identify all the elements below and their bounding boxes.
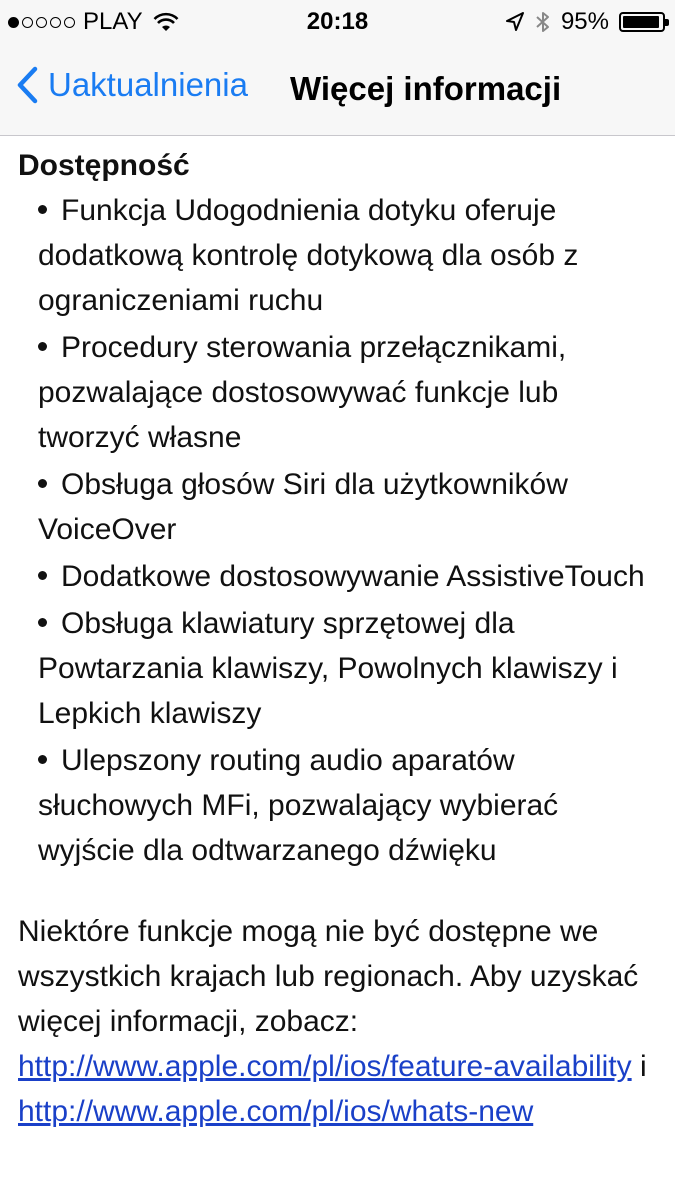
link-connector: i (639, 1050, 647, 1083)
list-item-text: Obsługa klawiatury sprzętowej dla Powtarzania klawiszy, Powolnych klawiszy i Lepkich klawiszy (38, 607, 618, 730)
feature-availability-link[interactable]: http://www.apple.com/pl/ios/feature-availability (18, 1050, 632, 1083)
location-arrow-icon (505, 11, 525, 33)
feature-list (18, 188, 675, 873)
carrier-name: PLAY (83, 8, 143, 35)
chevron-left-icon (16, 66, 38, 104)
back-button-label: Uaktualnienia (48, 66, 248, 103)
status-right (505, 8, 665, 36)
whats-new-link[interactable]: http://www.apple.com/pl/ios/whats-new (18, 1095, 534, 1128)
list-item (18, 554, 658, 599)
bullet-icon (38, 571, 47, 580)
battery-fill (623, 16, 659, 28)
battery-percentage: 95% (560, 8, 609, 35)
list-item-text: Funkcja Udogodnienia dotyku oferuje dodatkową kontrolę dotykową dla osób z ograniczeniami ruchu (38, 194, 579, 317)
list-item (18, 462, 658, 552)
list-item-text: Ulepszony routing audio aparatów słuchowych MFi, pozwalający wybierać wyjście dla odtwarzanego dźwięku (38, 744, 559, 867)
list-item (18, 188, 658, 323)
list-item (18, 601, 658, 736)
status-bar (0, 0, 675, 44)
page-title: Więcej informacji (290, 70, 562, 107)
navigation-bar (0, 44, 675, 136)
availability-note-text: Niektóre funkcje mogą nie być dostępne we wszystkich krajach lub regionach. Aby uzyskać więcej informacji, zobacz: (18, 915, 639, 1038)
battery-icon (619, 12, 665, 32)
bullet-icon (38, 342, 47, 351)
availability-note (18, 909, 658, 1134)
list-item (18, 738, 658, 873)
list-item-text: Dodatkowe dostosowywanie AssistiveTouch (61, 560, 645, 593)
bluetooth-icon (535, 10, 551, 34)
release-notes-content (0, 136, 675, 1134)
list-item (18, 325, 658, 460)
status-time: 20:18 (306, 8, 369, 35)
section-heading: Dostępność (18, 149, 190, 182)
list-item-text: Procedury sterowania przełącznikami, pozwalające dostosowywać funkcje lub tworzyć własne (38, 331, 567, 454)
bullet-icon (38, 755, 47, 764)
bullet-icon (38, 618, 47, 627)
list-item-text: Obsługa głosów Siri dla użytkowników VoiceOver (38, 468, 568, 546)
bullet-icon (38, 479, 47, 488)
back-button[interactable] (16, 66, 248, 104)
bullet-icon (38, 205, 47, 214)
battery-tip (665, 19, 669, 26)
